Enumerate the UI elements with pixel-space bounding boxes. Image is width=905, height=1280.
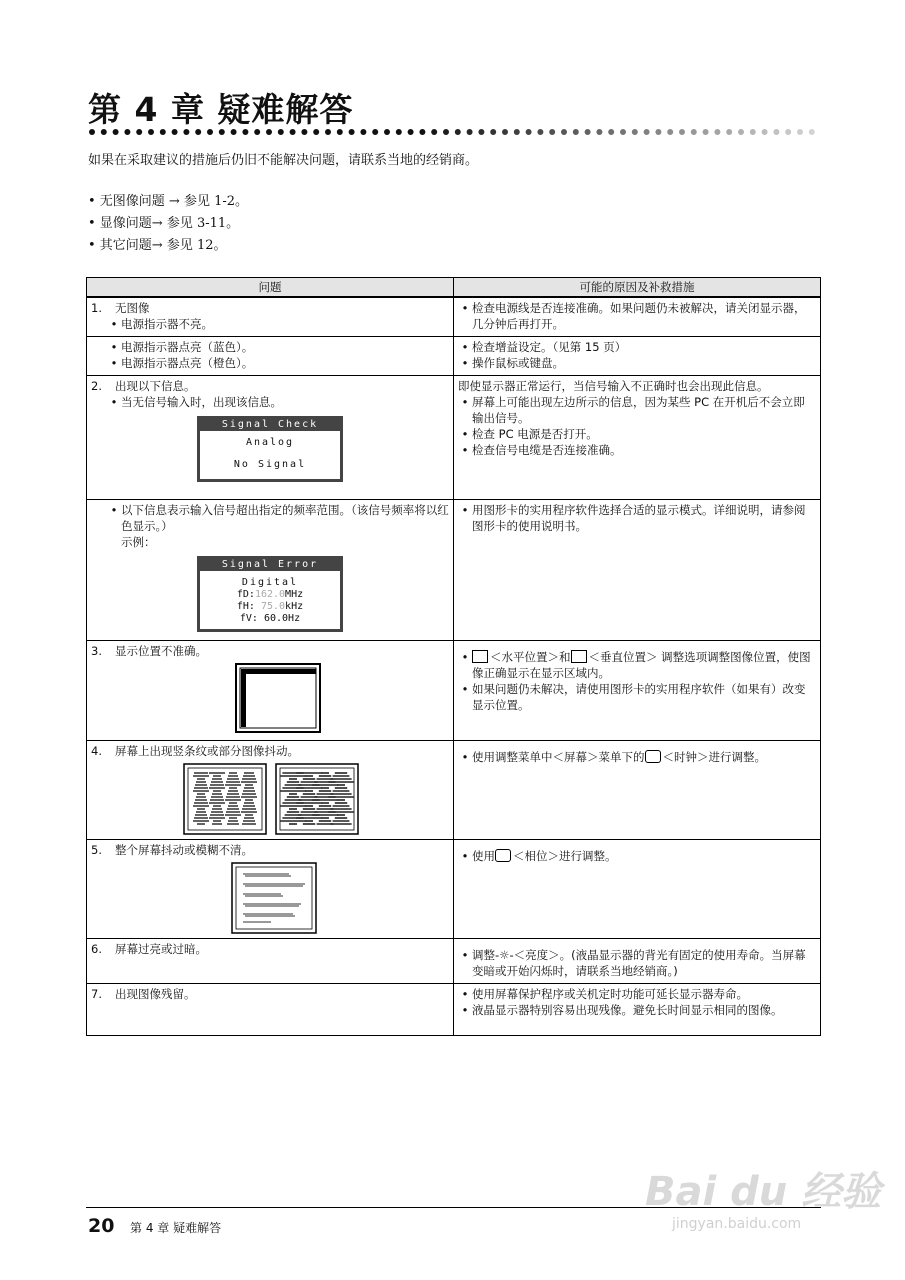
divider-dot [207, 129, 213, 135]
horizontal-position-icon [472, 650, 488, 663]
divider-dot [573, 129, 579, 135]
solution-item: 使用屏幕保护程序或关机定时功能可延长显示器寿命。 [472, 987, 748, 1001]
solution-item: 液晶显示器特别容易出现残像。避免长时间显示相同的图像。 [472, 1003, 783, 1017]
divider-dot [325, 129, 331, 135]
table-row: • 电源指示器点亮（蓝色）。 • 电源指示器点亮（橙色）。 • 检查增益设定。（见第 15 页） • 操作鼠标或键盘。 [87, 337, 821, 376]
row-number: 3. [91, 644, 102, 658]
divider-dot [419, 129, 425, 135]
divider-dot [537, 129, 543, 135]
list-item: • 无图像问题 → 参见 1-2。 [88, 194, 249, 209]
offset-screen-illustration [235, 663, 321, 733]
divider-dot [313, 129, 319, 135]
divider-dot [490, 129, 496, 135]
intro-text: 如果在采取建议的措施后仍旧不能解决问题，请联系当地的经销商。 [88, 153, 479, 168]
divider-dot [561, 129, 567, 135]
solution-text: 使用 [472, 849, 495, 863]
signal-error-message-box: Signal Error Digital fD:162.0MHz fH: 75.0kHz fV: 60.0Hz [197, 556, 343, 632]
table-row: • 以下信息表示输入信号超出指定的频率范围。（该信号频率将以红色显示。） 示例： Signal Error Digital fD:162.0MHz fH: 75.0kHz fV: 60.0Hz • 用图形卡的实用程序软件选择合适的显示模式。详细说明，请参阅图形卡的使用说明书。 [87, 500, 821, 641]
divider-dot [620, 129, 626, 135]
solution-item: 检查电源线是否连接准确。如果问题仍未被解决，请关闭显示器，几分钟后再打开。 [472, 301, 806, 331]
solution-item: 操作鼠标或键盘。 [472, 356, 564, 370]
divider-dot [172, 129, 178, 135]
divider-dot [596, 129, 602, 135]
table-row: 6. 屏幕过亮或过暗。 • 调整-☼-＜亮度＞。(液晶显示器的背光有固定的使用寿命。当屏幕变暗或开始闪烁时，请联系当地经销商。) [87, 939, 821, 984]
dotted-divider [88, 128, 823, 136]
watermark-logo: Bai du 经验 [645, 1169, 882, 1215]
list-item: • 其它问题→ 参见 12。 [88, 238, 227, 253]
blurry-screen-illustration [231, 862, 317, 934]
row-number: 2. [91, 379, 102, 393]
solution-item: 检查信号电缆是否连接准确。 [472, 443, 622, 457]
solution-text: ＜时钟＞进行调整。 [662, 750, 766, 764]
divider-dot [160, 129, 166, 135]
divider-dot [726, 129, 732, 135]
divider-dot [349, 129, 355, 135]
divider-dot [183, 129, 189, 135]
divider-dot [89, 129, 95, 135]
column-header-solution: 可能的原因及补救措施 [454, 278, 821, 298]
problem-item: 电源指示器点亮（蓝色）。 [121, 340, 254, 354]
vertical-position-icon [571, 650, 587, 663]
problem-title: 出现以下信息。 [115, 379, 196, 393]
divider-dot [478, 129, 484, 135]
divider-dot [219, 129, 225, 135]
divider-dot [384, 129, 390, 135]
divider-dot [809, 129, 815, 135]
divider-dot [195, 129, 201, 135]
table-row: 4. 屏幕上出现竖条纹或部分图像抖动。 • 使用调整菜单中＜屏幕＞菜单下的 ＜时钟＞进行调整。 [87, 741, 821, 840]
row-number: 7. [91, 987, 102, 1001]
problem-title: 显示位置不准确。 [115, 644, 207, 658]
problem-title: 无图像 [115, 301, 150, 315]
divider-dot [703, 129, 709, 135]
problem-title: 屏幕过亮或过暗。 [115, 942, 207, 956]
solution-item: 用图形卡的实用程序软件选择合适的显示模式。详细说明，请参阅图形卡的使用说明书。 [472, 503, 806, 533]
problem-item: 电源指示器点亮（橙色）。 [121, 356, 254, 370]
table-row: 1. 无图像 • 电源指示器不亮。 • 检查电源线是否连接准确。如果问题仍未被解决，请关闭显示器，几分钟后再打开。 [87, 297, 821, 337]
solution-text: ＜垂直位置＞ 调整选项调整图像位置，使图像正确显示在显示区域内。 [472, 650, 811, 680]
divider-dot [526, 129, 532, 135]
divider-dot [360, 129, 366, 135]
divider-dot [714, 129, 720, 135]
problem-title: 出现图像残留。 [115, 987, 196, 1001]
divider-dot [655, 129, 661, 135]
stripe-noise-illustration [183, 763, 359, 835]
divider-dot [679, 129, 685, 135]
phase-icon [495, 849, 511, 862]
clock-icon [645, 750, 661, 763]
row-number: 5. [91, 843, 102, 857]
divider-dot [502, 129, 508, 135]
divider-dot [455, 129, 461, 135]
divider-dot [443, 129, 449, 135]
divider-dot [608, 129, 614, 135]
divider-dot [242, 129, 248, 135]
divider-dot [667, 129, 673, 135]
table-row: 2. 出现以下信息。 • 当无信号输入时，出现该信息。 Signal Check Analog No Signal 即使显示器正常运行，当信号输入不正确时也会出现此信息。 • 屏幕上可能出现左边所示的信息，因为某些 PC 在开机后不会立即输出信号。 • 检查 PC 电源是否打开。 • 检查信号电缆是否连接准确。 [87, 376, 821, 500]
example-label: 示例： [121, 535, 156, 549]
divider-dot [101, 129, 107, 135]
solution-item: 检查增益设定。（见第 15 页） [472, 340, 627, 354]
divider-dot [254, 129, 260, 135]
page-title: 第 4 章 疑难解答 [88, 90, 354, 129]
divider-dot [408, 129, 414, 135]
solution-item: 如果问题仍未解决，请使用图形卡的实用程序软件（如果有）改变显示位置。 [472, 682, 806, 712]
solution-text: ＜水平位置＞和 [490, 650, 571, 664]
divider-dot [290, 129, 296, 135]
divider-dot [231, 129, 237, 135]
divider-dot [113, 129, 119, 135]
divider-dot [514, 129, 520, 135]
solution-intro: 即使显示器正常运行，当信号输入不正确时也会出现此信息。 [458, 379, 769, 393]
divider-dot [773, 129, 779, 135]
solution-text: ＜相位＞进行调整。 [513, 849, 617, 863]
divider-dot [431, 129, 437, 135]
divider-dot [467, 129, 473, 135]
divider-dot [585, 129, 591, 135]
divider-dot [691, 129, 697, 135]
divider-dot [785, 129, 791, 135]
row-number: 1. [91, 301, 102, 315]
divider-dot [632, 129, 638, 135]
row-number: 4. [91, 744, 102, 758]
row-number: 6. [91, 942, 102, 956]
divider-dot [372, 129, 378, 135]
divider-dot [762, 129, 768, 135]
page-number: 20 [88, 1215, 115, 1237]
footer-chapter-label: 第 4 章 疑难解答 [130, 1221, 222, 1235]
solution-item: 检查 PC 电源是否打开。 [472, 427, 598, 441]
divider-dot [301, 129, 307, 135]
table-row: 7. 出现图像残留。 • 使用屏幕保护程序或关机定时功能可延长显示器寿命。 • 液晶显示器特别容易出现残像。避免长时间显示相同的图像。 [87, 984, 821, 1036]
divider-dot [750, 129, 756, 135]
watermark-url: jingyan.baidu.com [672, 1216, 802, 1232]
reference-list [88, 191, 248, 257]
column-header-problem: 问题 [87, 278, 454, 298]
divider-dot [124, 129, 130, 135]
problem-item: 以下信息表示输入信号超出指定的频率范围。（该信号频率将以红色显示。） [121, 503, 449, 533]
table-row: 5. 整个屏幕抖动或模糊不清。 • 使用 ＜相位＞进行调整。 [87, 840, 821, 939]
troubleshooting-table [86, 277, 821, 1036]
solution-text: 使用调整菜单中＜屏幕＞菜单下的 [472, 750, 645, 764]
problem-title: 整个屏幕抖动或模糊不清。 [115, 843, 253, 857]
divider-dot [278, 129, 284, 135]
divider-dot [148, 129, 154, 135]
divider-dot [644, 129, 650, 135]
divider-dot [136, 129, 142, 135]
divider-dot [549, 129, 555, 135]
list-item: • 显像问题→ 参见 3-11。 [88, 216, 240, 231]
problem-item: 电源指示器不亮。 [121, 317, 213, 331]
divider-dot [396, 129, 402, 135]
signal-check-message-box: Signal Check Analog No Signal [197, 416, 343, 482]
solution-item: 调整-☼-＜亮度＞。(液晶显示器的背光有固定的使用寿命。当屏幕变暗或开始闪烁时，请联系当地经销商。) [472, 948, 806, 978]
problem-title: 屏幕上出现竖条纹或部分图像抖动。 [115, 744, 299, 758]
table-row: 3. 显示位置不准确。 • ＜水平位置＞和 ＜垂直位置＞ 调整选项调整图像位置，使图像正确显示在显示区域内。 • 如果问题仍未解决，请使用图形卡的实用程序软件（如果有）改变显示位置。 [87, 641, 821, 741]
solution-item: 屏幕上可能出现左边所示的信息，因为某些 PC 在开机后不会立即输出信号。 [472, 395, 805, 425]
divider-dot [797, 129, 803, 135]
problem-item: 当无信号输入时，出现该信息。 [121, 395, 282, 409]
divider-dot [337, 129, 343, 135]
divider-dot [738, 129, 744, 135]
footer-rule [86, 1207, 821, 1208]
divider-dot [266, 129, 272, 135]
